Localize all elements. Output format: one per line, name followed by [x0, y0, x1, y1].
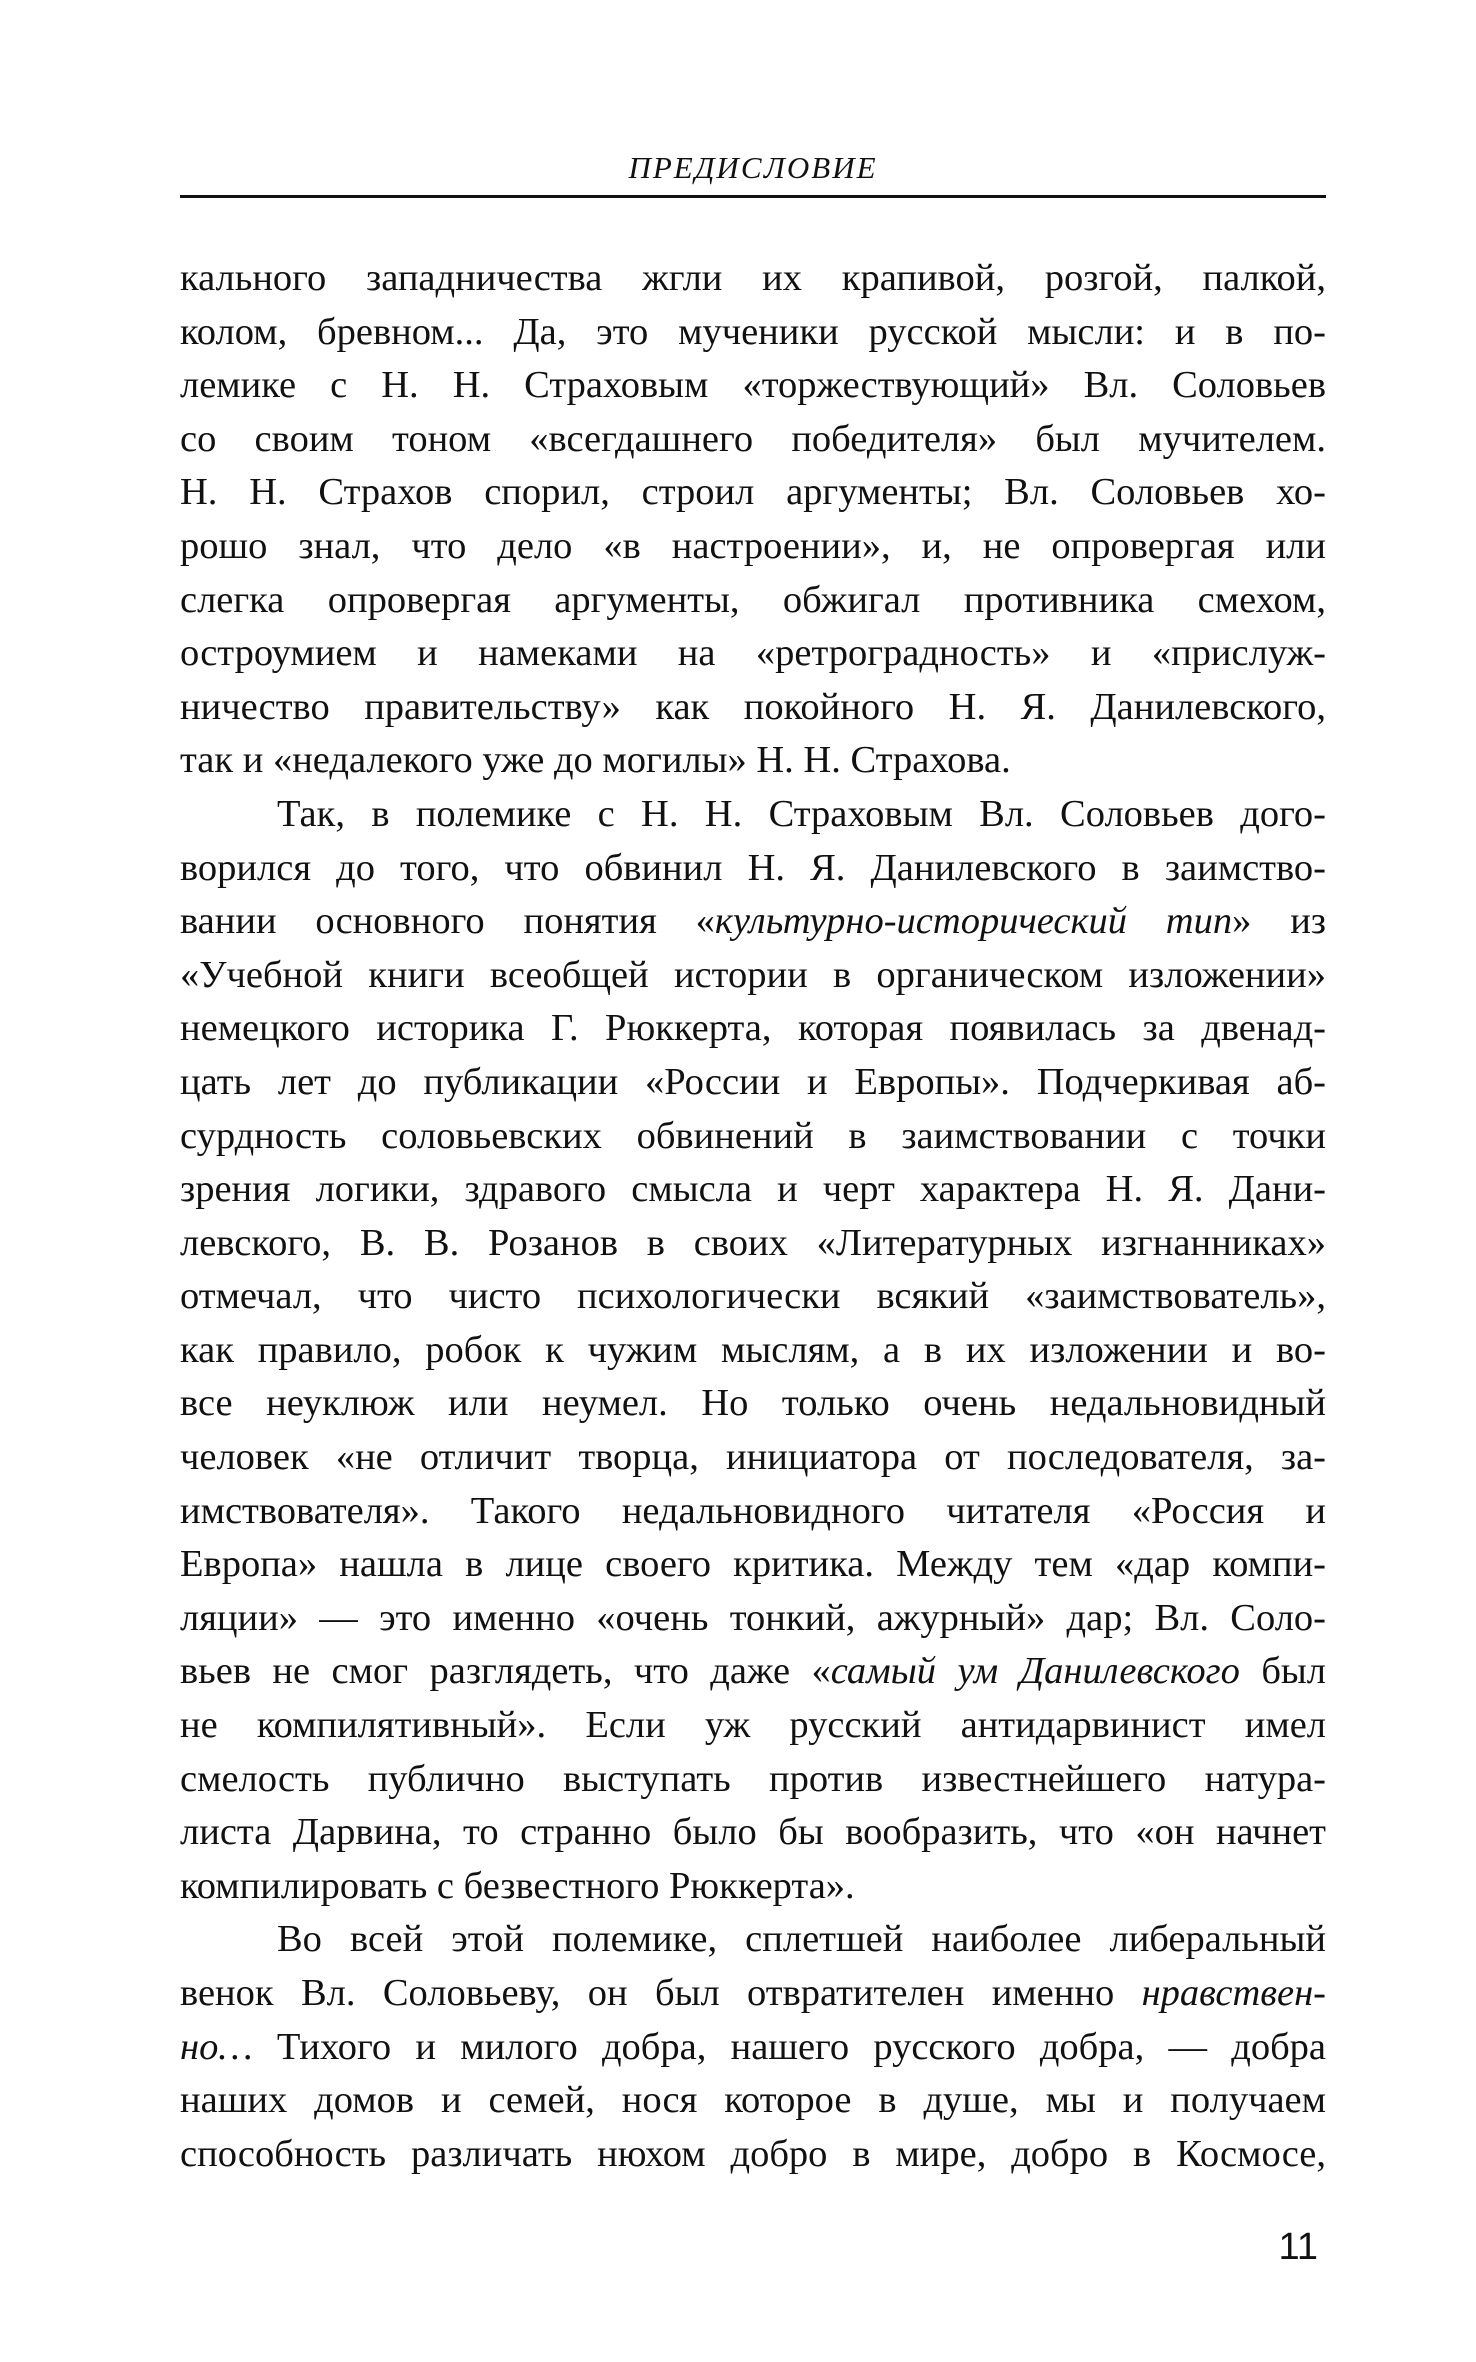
- text-line: Европа» нашла в лице своего критика. Между тем «дар компи-: [180, 1543, 1326, 1586]
- text-line: Так, в полемике с Н. Н. Страховым Вл. Соловьев дого-: [277, 792, 1326, 835]
- text-line: лемике с Н. Н. Страховым «торжествующий» Вл. Соловьев: [180, 364, 1326, 407]
- text-line: Н. Н. Страхов спорил, строил аргументы; Вл. Соловьев хо-: [180, 471, 1326, 514]
- text-line: [180, 2021, 1326, 2075]
- text-line: наших домов и семей, нося которое в душе, мы и получаем: [180, 2079, 1326, 2122]
- body-text: [180, 252, 1326, 2181]
- text-line: остроумием и намеками на «ретроградность» и «прислуж-: [180, 632, 1326, 675]
- text-line: немецкого историка Г. Рюккерта, которая появилась за двенад-: [180, 1007, 1326, 1050]
- text-run: венок Вл. Соловьеву, он был отвратителен именно: [180, 1972, 1142, 2014]
- text-line: так и «недалекого уже до могилы» Н. Н. Страхова.: [180, 739, 1011, 782]
- text-line: ворился до того, что обвинил Н. Я. Данилевского в заимство-: [180, 846, 1326, 889]
- text-line: цать лет до публикации «России и Европы». Подчеркивая аб-: [180, 1060, 1326, 1103]
- text-line: слегка опровергая аргументы, обжигал противника смехом,: [180, 578, 1326, 621]
- text-line: зрения логики, здравого смысла и черт характера Н. Я. Дани-: [180, 1168, 1326, 1211]
- text-run: вьев не смог разглядеть, что даже «: [180, 1650, 831, 1693]
- text-line: [180, 1645, 1326, 1699]
- text-line: листа Дарвина, то странно было бы вообразить, что «он начнет: [180, 1811, 1326, 1854]
- text-line: имствователя». Такого недальновидного читателя «Россия и: [180, 1489, 1326, 1532]
- text-line: [180, 1967, 1326, 2021]
- italic-word: но…: [180, 2025, 253, 2068]
- text-line: ничество правительству» как покойного Н. Я. Данилевского,: [180, 685, 1326, 728]
- text-line: сурдность соловьевских обвинений в заимствовании с точки: [180, 1114, 1326, 1157]
- text-run: Тихого и милого добра, нашего русского добра, — добра: [252, 2025, 1326, 2068]
- text-line: Во всей этой полемике, сплетшей наиболее либеральный: [277, 1918, 1326, 1961]
- italic-term: культурно-исторический тип: [714, 900, 1233, 943]
- text-run: был: [1239, 1650, 1326, 1693]
- italic-quote: самый ум Данилевского: [830, 1650, 1240, 1693]
- text-line: отмечал, что чисто психологически всякий «заимствователь»,: [180, 1275, 1326, 1318]
- page-number: 11: [1278, 2226, 1318, 2268]
- text-line: смелость публично выступать против известнейшего натура-: [180, 1757, 1326, 1800]
- text-line: кального западничества жгли их крапивой, розгой, палкой,: [180, 257, 1326, 299]
- text-line: как правило, робок к чужим мыслям, а в их изложении и во-: [180, 1328, 1326, 1371]
- text-line: рошо знал, что дело «в настроении», и, не опровергая или: [180, 524, 1326, 567]
- text-line: не компилятивный». Если уж русский антидарвинист имел: [180, 1704, 1326, 1747]
- text-line: со своим тоном «всегдашнего победителя» был мучителем.: [180, 417, 1326, 460]
- text-line: способность различать нюхом добро в мире, добро в Космосе,: [180, 2132, 1326, 2175]
- text-line: компилировать с безвестного Рюккерта».: [180, 1864, 855, 1907]
- text-run: вании основного понятия «: [180, 900, 715, 943]
- text-line: колом, бревном... Да, это мученики русской мысли: и в по-: [180, 310, 1326, 353]
- text-line: все неуклюж или неумел. Но только очень недальновидный: [180, 1382, 1326, 1425]
- header-rule: [180, 195, 1326, 198]
- text-line: «Учебной книги всеобщей истории в органическом изложении»: [180, 953, 1326, 996]
- text-run: » из: [1232, 900, 1327, 943]
- text-line: человек «не отличит творца, инициатора от последователя, за-: [180, 1436, 1326, 1479]
- text-line: [180, 895, 1326, 949]
- text-line: ляции» — это именно «очень тонкий, ажурный» дар; Вл. Соло-: [180, 1596, 1326, 1639]
- italic-word: нравствен-: [1141, 1972, 1326, 2014]
- running-head: ПРЕДИСЛОВИЕ: [628, 150, 878, 185]
- text-line: левского, В. В. Розанов в своих «Литературных изгнанниках»: [180, 1221, 1326, 1264]
